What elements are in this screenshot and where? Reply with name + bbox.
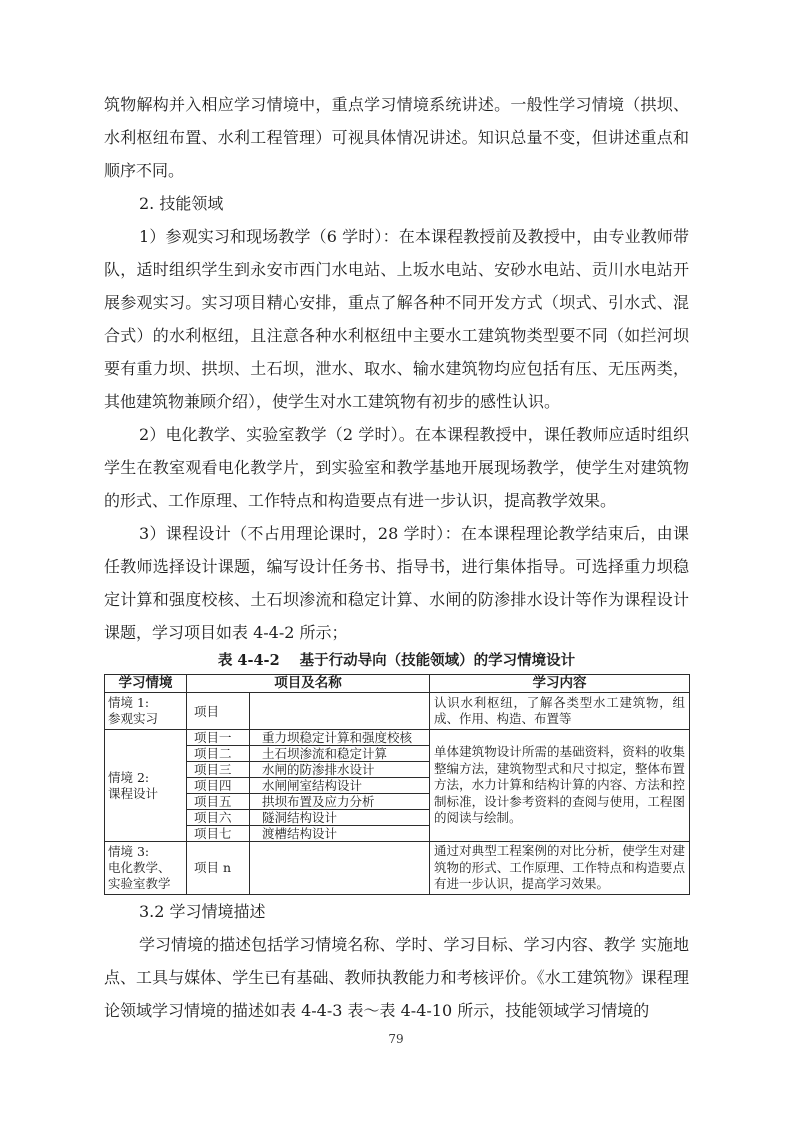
situation-3-project-name: [250, 842, 430, 895]
section-heading-skill-domain: 2. 技能领域: [139, 194, 224, 213]
project-5-name: 拱坝布置及应力分析: [250, 794, 430, 810]
project-6-label: 项目六: [187, 810, 250, 826]
project-7-name: 渡槽结构设计: [250, 826, 430, 842]
project-6-name: 隧洞结构设计: [250, 810, 430, 826]
body-paragraph-field-practice: 1）参观实习和现场教学（6 学时）：在本课程教授前及教授中，由专业教师带队，适时组织学生到永安市西门水电站、上坂水电站、安砂水电站、贡川水电站开展参观实习。实习项目精心安排，重点了解各种不同开发方式（坝式、引水式、混合式）的水利枢纽，且注意各种水利枢纽中主要水工建筑物类型要不同（如拦河坝要有重力坝、拱坝、土石坝，泄水、取水、输水建筑物均应包括有压、无压两类，其他建筑物兼顾介绍），使学生对水工建筑物有初步的感性认识。: [104, 227, 689, 411]
situation-2-cell: [105, 730, 187, 842]
situation-1-project-label: 项目: [187, 693, 250, 730]
section-heading-situation-description: 3.2 学习情境描述: [139, 901, 266, 921]
page-number: 79: [388, 1032, 404, 1046]
situation-2-line1: 情境 2:: [108, 769, 150, 785]
situation-3-content: 通过对典型工程案例的对比分析，使学生对建筑物的形式、工作原理、工作特点和构造要点有进一步认识，提高学习效果。: [430, 842, 690, 895]
body-paragraph-av-lab-teaching: 2）电化教学、实验室教学（2 学时）。在本课程教授中，课任教师应适时组织学生在教室观看电化教学片，到实验室和教学基地开展现场教学，使学生对建筑物的形式、工作原理、工作特点和构造要点有进一步认识，提高教学效果。: [104, 425, 689, 510]
situation-3-line2: 电化教学、: [108, 859, 171, 875]
body-paragraph-situation-description: 学习情境的描述包括学习情境名称、学时、学习目标、学习内容、教学 实施地点、工具与媒体、学生已有基础、教师执教能力和考核评价。《水工建筑物》课程理论领域学习情境的描述如表 4-4-3 表～表 4-4-10 所示，技能领域学习情境的: [104, 934, 689, 1020]
header-situation: 学习情境: [105, 675, 187, 693]
situation-3-project-label: 项目 n: [187, 842, 250, 895]
body-paragraph-course-design: 3）课程设计（不占用理论课时，28 学时）：在本课程理论教学结束后，由课任教师选择设计课题，编写设计任务书、指导书，进行集体指导。可选择重力坝稳定计算和强度校核、土石坝渗流和稳定计算、水闸的防渗排水设计等作为课程设计课题，学习项目如表 4-4-2 所示；: [104, 524, 689, 642]
situation-1-cell: [105, 693, 187, 730]
project-4-label: 项目四: [187, 778, 250, 794]
header-learning-content: 学习内容: [430, 675, 690, 693]
situation-2-content: 单体建筑物设计所需的基础资料，资料的收集整编方法，建筑物型式和尺寸拟定，整体布置方法，水力计算和结构计算的内容、方法和控制标准，设计参考资料的查阅与使用，工程图的阅读与绘制。: [430, 730, 690, 842]
table-caption-title: 基于行动导向（技能领域）的学习情境设计: [299, 652, 576, 669]
situation-3-line1: 情境 3:: [108, 843, 150, 859]
table-header-row: [105, 675, 690, 693]
project-3-label: 项目三: [187, 762, 250, 778]
project-4-name: 水闸闸室结构设计: [250, 778, 430, 794]
project-2-name: 土石坝渗流和稳定计算: [250, 746, 430, 762]
header-project-name: 项目及名称: [187, 675, 430, 693]
body-paragraph-continuation: 筑物解构并入相应学习情境中，重点学习情境系统讲述。一般性学习情境（拱坝、水利枢纽布置、水利工程管理）可视具体情况讲述。知识总量不变，但讲述重点和顺序不同。: [104, 95, 689, 180]
project-5-label: 项目五: [187, 794, 250, 810]
situation-1-project-name: [250, 693, 430, 730]
table-caption-label: 表 4-4-2: [217, 652, 280, 669]
project-1-name: 重力坝稳定计算和强度校核: [250, 730, 430, 746]
situation-1-line2: 参观实习: [108, 711, 159, 726]
situation-1-line1: 情境 1:: [108, 695, 150, 710]
situation-2-line2: 课程设计: [108, 785, 159, 801]
project-2-label: 项目二: [187, 746, 250, 762]
learning-situation-table: [104, 674, 690, 895]
table-caption: [104, 651, 689, 671]
situation-3-cell: [105, 842, 187, 895]
table-row-project-1: [105, 730, 690, 746]
page-content: [104, 88, 689, 1027]
project-3-name: 水闸的防渗排水设计: [250, 762, 430, 778]
table-row-situation-3: [105, 842, 690, 895]
situation-3-line3: 实验室教学: [108, 875, 171, 891]
project-7-label: 项目七: [187, 826, 250, 842]
situation-1-content: 认识水利枢纽，了解各类型水工建筑物，组成、作用、构造、布置等: [430, 693, 690, 730]
project-1-label: 项目一: [187, 730, 250, 746]
table-row-situation-1: [105, 693, 690, 730]
